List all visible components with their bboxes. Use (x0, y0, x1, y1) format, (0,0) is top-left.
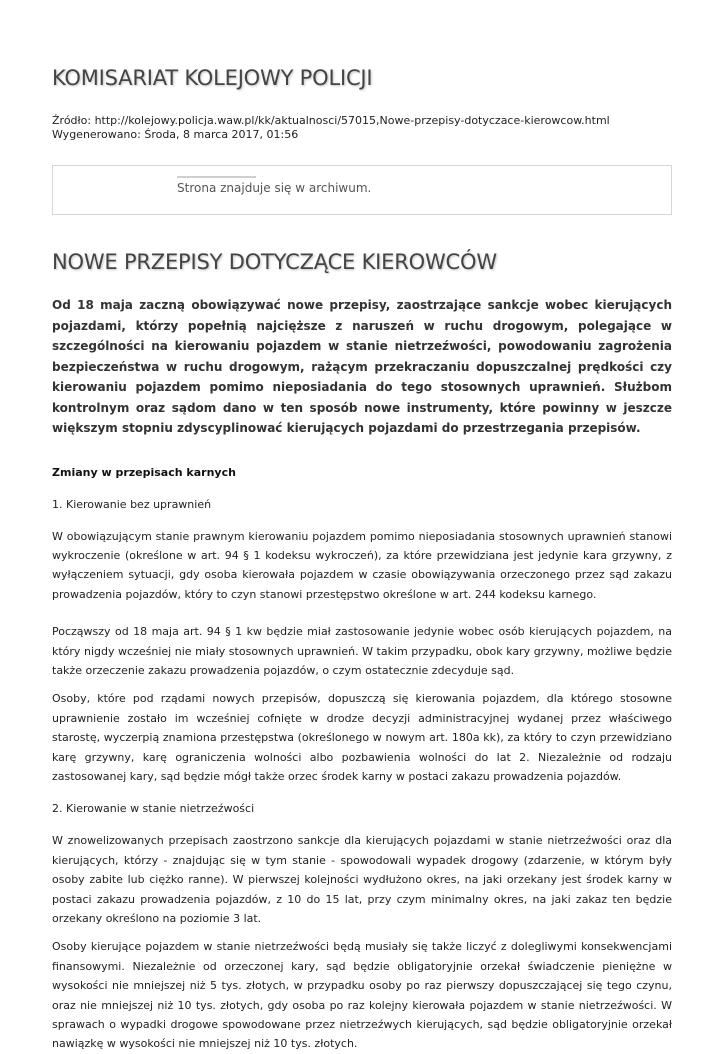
article-title: NOWE PRZEPISY DOTYCZĄCE KIEROWCÓW (52, 250, 497, 274)
archive-notice-text: Strona znajduje się w archiwum. (177, 181, 372, 195)
document-meta (52, 114, 610, 142)
archive-notice-box (52, 165, 672, 215)
paragraph-4: W znowelizowanych przepisach zaostrzono sankcje dla kierujących pojazdami w stanie nietrzeźwości oraz dla kierujących, którzy - znajdując się w tym stanie - spowodowali wypadek drogowy (zdarzenie, w którym były osoby zabite lub ciężko ranne). W pierwszej kolejności wydłużono okres, na jaki orzekany jest środek karny w postaci zakazu prowadzenia pojazdów, z 10 do 15 lat, przy czym minimalny okres, na jaki zakaz ten będzie orzekany określono na poziomie 3 lat. (52, 834, 672, 925)
subsection-heading-1: 1. Kierowanie bez uprawnień (52, 497, 212, 511)
generated-line: Wygenerowano: Środa, 8 marca 2017, 01:56 (52, 128, 299, 141)
source-line: Źródło: http://kolejowy.policja.waw.pl/kk/aktualnosci/57015,Nowe-przepisy-dotyczace-kierowcow.html (52, 114, 610, 127)
site-title: KOMISARIAT KOLEJOWY POLICJI (52, 66, 373, 90)
paragraph-1: W obowiązującym stanie prawnym kierowaniu pojazdem pomimo nieposiadania stosownych uprawnień stanowi wykroczenie (określone w art. 94 § 1 kodeksu wykroczeń), za które przewidziana jest jedynie kara grzywny, z wyłączeniem sytuacji, gdy osoba kierowała pojazdem w czasie obowiązywania orzeczonego przez sąd zakazu prowadzenia pojazdów, który to czyn stanowi przestępstwo określone w art. 244 kodeksu karnego. (52, 529, 672, 601)
paragraph-5: Osoby kierujące pojazdem w stanie nietrzeźwości będą musiały się także liczyć z dolegliwymi konsekwencjami finansowymi. Niezależnie od orzeczonej kary, sąd będzie obligatoryjnie orzekał świadczenie pieniężne w wysokości nie mniejszej niż 5 tys. złotych, w przypadku osoby po raz pierwszy dopuszczającej się tego czynu, oraz nie mniejszej niż 10 tys. złotych, gdy osoba po raz kolejny kierowała pojazdem w stanie nietrzeźwości. W sprawach o wypadki drogowe spowodowane przez nietrzeźwych kierujących, sąd będzie obligatoryjnie orzekał nawiązkę w wysokości nie mniejszej niż 10 tys. złotych. (52, 940, 672, 1051)
paragraph-2: Począwszy od 18 maja art. 94 § 1 kw będzie miał zastosowanie jedynie wobec osób kierujących pojazdem, na który nigdy wcześniej nie miały stosownych uprawnień. W takim przypadku, obok kary grzywny, możliwe będzie także orzeczenie zakazu prowadzenia pojazdów, o czym ostatecznie zdecyduje sąd. (52, 625, 672, 677)
section-heading: Zmiany w przepisach karnych (52, 465, 236, 479)
article-content (52, 295, 672, 1054)
paragraph-3: Osoby, które pod rządami nowych przepisów, dopuszczą się kierowania pojazdem, dla którego stosowne uprawnienie zostało im wcześniej cofnięte w drodze decyzji administracyjnej wydanej przez właściwego starostę, wyczerpią znamiona przestępstwa (określonego w nowym art. 180a kk), za który to czyn przewidziano karę grzywny, karę ograniczenia wolności albo pozbawienia wolności do lat 2. Niezależnie od rodzaju zastosowanej kary, sąd będzie mógł także orzec środek karny w postaci zakazu prowadzenia pojazdów. (52, 692, 672, 783)
subsection-heading-2: 2. Kierowanie w stanie nietrzeźwości (52, 802, 255, 816)
archive-notice-divider (177, 176, 256, 178)
article-lead: Od 18 maja zaczną obowiązywać nowe przepisy, zaostrzające sankcje wobec kierujących pojazdami, którzy popełnią najcięższe z naruszeń w ruchu drogowym, polegające w szczególności na kierowaniu pojazdem w stanie nietrzeźwości, powodowaniu zagrożenia bezpieczeństwa w ruchu drogowym, rażącym przekraczaniu dopuszczalnej prędkości czy kierowaniu pojazdem pomimo nieposiadania do tego stosownych uprawnień. Służbom kontrolnym oraz sądom dano w ten sposób nowe instrumenty, które powinny w jeszcze większym stopniu zdyscyplinować kierujących pojazdami do przestrzegania przepisów. (52, 298, 672, 435)
